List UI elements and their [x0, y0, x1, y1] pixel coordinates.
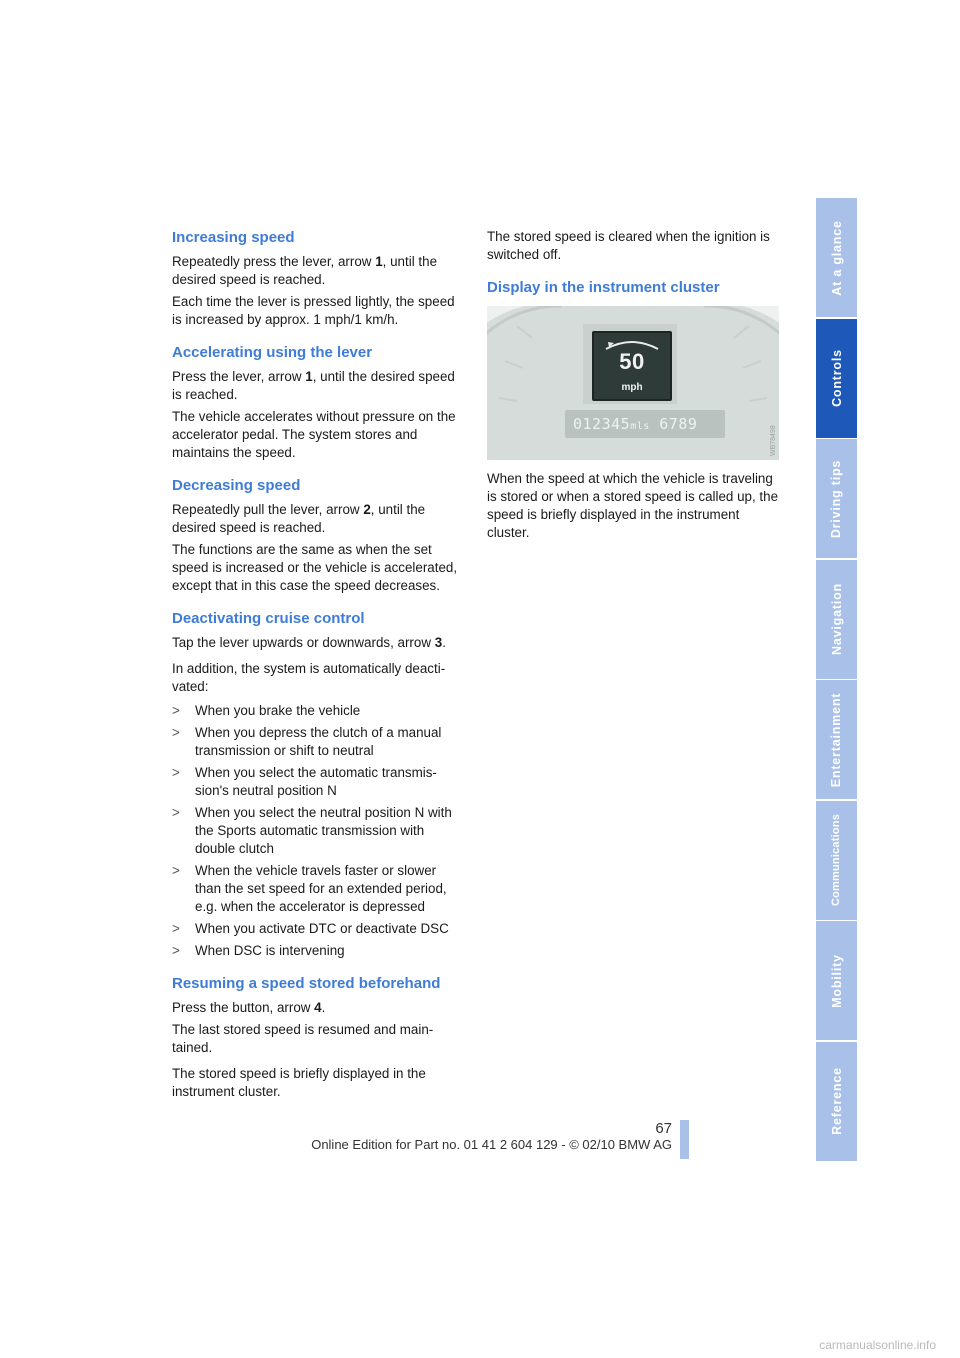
figure-code: WB78498: [770, 425, 777, 456]
deactivation-list: [172, 702, 464, 960]
paragraph: Press the lever, arrow 1, until the desired speed is reached.: [172, 369, 455, 402]
arrow-number: 1: [305, 369, 313, 384]
page-number: 67: [655, 1120, 672, 1137]
speed-value: 50: [619, 349, 645, 374]
tab-navigation[interactable]: Navigation: [816, 560, 857, 679]
list-item: > When DSC is intervening: [172, 943, 345, 958]
list-item: > When you brake the vehicle: [172, 703, 361, 718]
odometer-display: [565, 410, 725, 438]
bullet-marker: >: [172, 765, 180, 780]
bullet-marker: >: [172, 921, 180, 936]
tab-communications[interactable]: Communications: [816, 801, 857, 920]
paragraph: Repeatedly press the lever, arrow 1, until the desired speed is reached.: [172, 254, 438, 287]
left-column: [172, 228, 464, 1105]
paragraph: Repeatedly pull the lever, arrow 2, until the desired speed is reached.: [172, 502, 426, 535]
paragraph: Tap the lever upwards or downwards, arrow 3.: [172, 635, 446, 650]
tab-controls[interactable]: Controls: [816, 319, 857, 438]
paragraph: When the speed at which the vehicle is traveling is stored or when a stored speed is called up, the speed is briefly displayed in the instrument cluster.: [487, 471, 779, 540]
tab-reference[interactable]: Reference: [816, 1042, 857, 1161]
right-column: [487, 228, 779, 546]
list-item: > When you select the neutral position N with the Sports automatic transmission with double clutch: [172, 805, 452, 856]
list-item: > When the vehicle travels faster or slower than the set speed for an extended period, e.g. when the accelerator is depressed: [172, 863, 447, 914]
list-item: > When you select the automatic transmis-sion's neutral position N: [172, 765, 437, 798]
paragraph: The stored speed is briefly displayed in the instrument cluster.: [172, 1066, 426, 1099]
list-item: > When you activate DTC or deactivate DSC: [172, 921, 449, 936]
heading-decreasing-speed: Decreasing speed: [172, 477, 301, 494]
heading-deactivating: Deactivating cruise control: [172, 610, 365, 627]
footer-text: Online Edition for Part no. 01 41 2 604 129 - © 02/10 BMW AG: [311, 1137, 672, 1152]
paragraph: The last stored speed is resumed and main-tained.: [172, 1022, 434, 1055]
bullet-marker: >: [172, 805, 180, 820]
watermark: carmanualsonline.info: [819, 1338, 936, 1352]
tab-driving-tips[interactable]: Driving tips: [816, 439, 857, 558]
tab-at-a-glance[interactable]: At a glance: [816, 198, 857, 317]
arrow-number: 2: [363, 502, 371, 517]
paragraph: The functions are the same as when the set speed is increased or the vehicle is accelerated, except that in this case the speed decreases.: [172, 542, 458, 593]
paragraph: The vehicle accelerates without pressure on the accelerator pedal. The system stores and maintains the speed.: [172, 409, 456, 460]
chapter-tabs: [816, 198, 857, 1162]
arrow-number: 4: [314, 1000, 322, 1015]
speed-display: [592, 331, 672, 401]
speed-unit: mph: [621, 382, 643, 393]
bullet-marker: >: [172, 943, 180, 958]
tab-entertainment[interactable]: Entertainment: [816, 680, 857, 799]
paragraph: Each time the lever is pressed lightly, the speed is increased by approx. 1 mph/1 km/h.: [172, 294, 455, 327]
trip-value: 6789: [659, 415, 698, 433]
tab-mobility[interactable]: Mobility: [816, 921, 857, 1040]
bullet-marker: >: [172, 703, 180, 718]
heading-accelerating: Accelerating using the lever: [172, 344, 373, 361]
paragraph: The stored speed is cleared when the ignition is switched off.: [487, 229, 770, 262]
heading-display: Display in the instrument cluster: [487, 279, 720, 296]
list-item: > When you depress the clutch of a manual transmission or shift to neutral: [172, 725, 442, 758]
heading-increasing-speed: Increasing speed: [172, 229, 295, 246]
instrument-cluster-figure: [487, 306, 779, 460]
paragraph: In addition, the system is automatically deacti-vated:: [172, 661, 446, 694]
arrow-number: 1: [375, 254, 383, 269]
heading-resuming: Resuming a speed stored beforehand: [172, 975, 441, 992]
paragraph: Press the button, arrow 4.: [172, 1000, 326, 1015]
odometer-unit: mls: [630, 421, 650, 432]
bullet-marker: >: [172, 863, 180, 878]
footer-bar: [680, 1120, 689, 1159]
bullet-marker: >: [172, 725, 180, 740]
odometer-value: 012345: [573, 415, 631, 433]
arrow-number: 3: [434, 635, 443, 650]
